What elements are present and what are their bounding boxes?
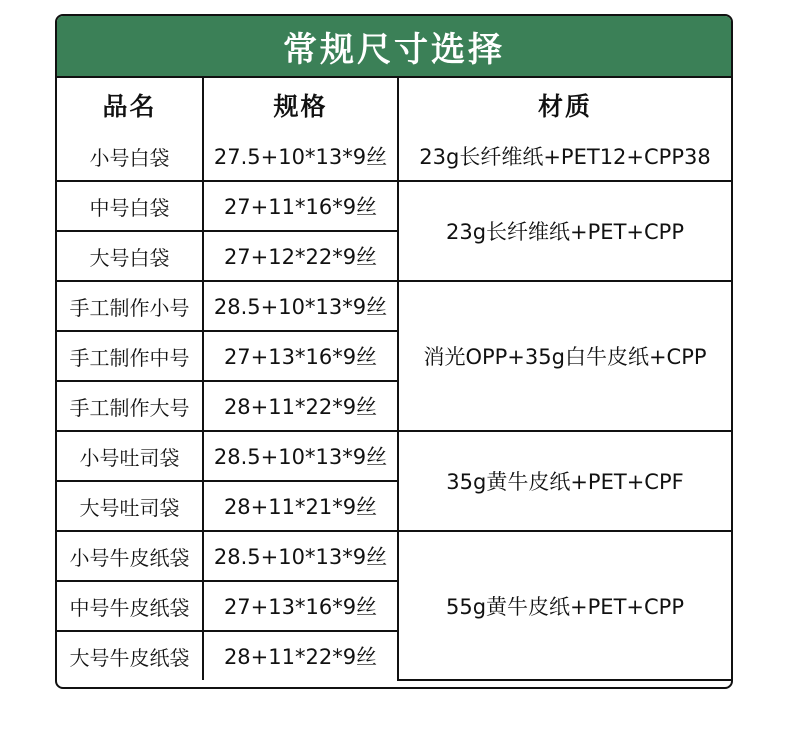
- size-table-card: [55, 14, 733, 689]
- product-name-cell: 大号吐司袋: [57, 481, 203, 531]
- header-row: [57, 78, 731, 132]
- product-name-cell: 中号牛皮纸袋: [57, 581, 203, 631]
- table-row: [57, 431, 731, 481]
- product-name-cell: 中号白袋: [57, 181, 203, 231]
- product-name-cell: 大号牛皮纸袋: [57, 631, 203, 680]
- table-row: [57, 132, 731, 181]
- material-cell: 55g黄牛皮纸+PET+CPP: [398, 531, 731, 680]
- spec-cell: 27+11*16*9丝: [203, 181, 398, 231]
- spec-cell: 28+11*22*9丝: [203, 631, 398, 680]
- table-row: [57, 181, 731, 231]
- product-name-cell: 小号牛皮纸袋: [57, 531, 203, 581]
- spec-cell: 27+12*22*9丝: [203, 231, 398, 281]
- product-name-cell: 小号白袋: [57, 132, 203, 181]
- table-row: [57, 281, 731, 331]
- size-spec-table: [57, 78, 731, 681]
- header-name: 品名: [57, 78, 203, 132]
- spec-cell: 28.5+10*13*9丝: [203, 281, 398, 331]
- spec-cell: 27.5+10*13*9丝: [203, 132, 398, 181]
- product-name-cell: 手工制作中号: [57, 331, 203, 381]
- spec-cell: 27+13*16*9丝: [203, 581, 398, 631]
- header-spec: 规格: [203, 78, 398, 132]
- product-name-cell: 小号吐司袋: [57, 431, 203, 481]
- table-row: [57, 531, 731, 581]
- product-name-cell: 大号白袋: [57, 231, 203, 281]
- table-title: 常规尺寸选择: [57, 16, 731, 78]
- material-cell: 消光OPP+35g白牛皮纸+CPP: [398, 281, 731, 431]
- material-cell: 23g长纤维纸+PET12+CPP38: [398, 132, 731, 181]
- material-cell: 35g黄牛皮纸+PET+CPF: [398, 431, 731, 531]
- product-name-cell: 手工制作小号: [57, 281, 203, 331]
- header-material: 材质: [398, 78, 731, 132]
- product-name-cell: 手工制作大号: [57, 381, 203, 431]
- spec-cell: 27+13*16*9丝: [203, 331, 398, 381]
- spec-cell: 28.5+10*13*9丝: [203, 431, 398, 481]
- material-cell: 23g长纤维纸+PET+CPP: [398, 181, 731, 281]
- spec-cell: 28.5+10*13*9丝: [203, 531, 398, 581]
- spec-cell: 28+11*22*9丝: [203, 381, 398, 431]
- spec-cell: 28+11*21*9丝: [203, 481, 398, 531]
